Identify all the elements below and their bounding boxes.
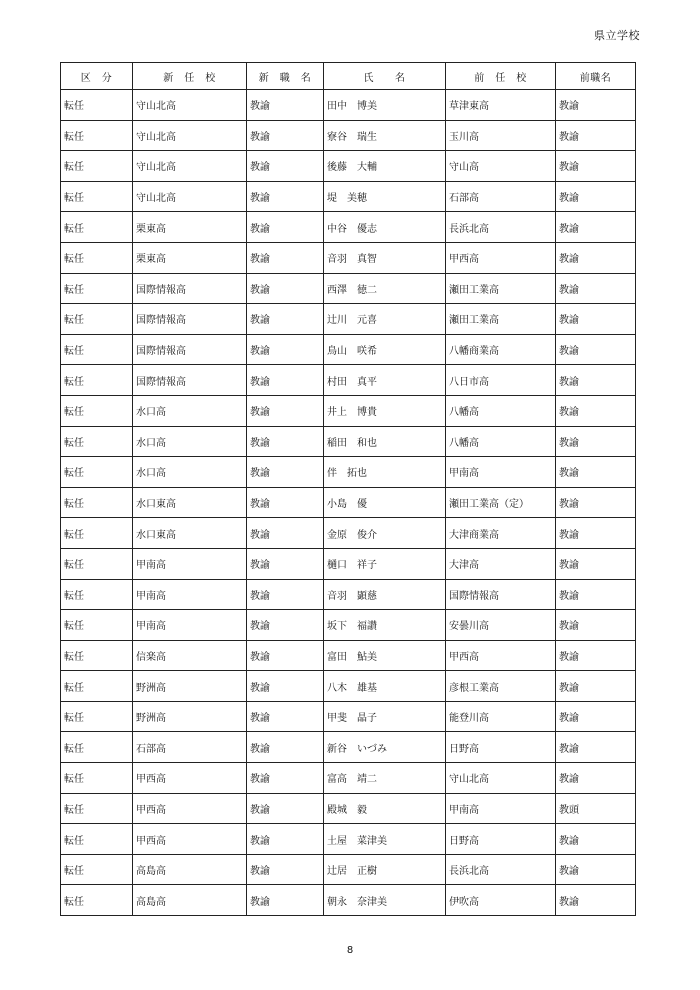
cell-category: 転任 xyxy=(61,120,133,151)
cell-category: 転任 xyxy=(61,151,133,182)
cell-previous-position: 教諭 xyxy=(556,304,636,335)
cell-previous-position: 教諭 xyxy=(556,487,636,518)
cell-category: 転任 xyxy=(61,273,133,304)
table-row xyxy=(61,579,636,610)
cell-name: 新谷 いづみ xyxy=(324,732,446,763)
cell-previous-school: 甲西高 xyxy=(446,242,556,273)
cell-new-school: 水口高 xyxy=(133,395,247,426)
cell-previous-position: 教諭 xyxy=(556,273,636,304)
cell-category: 転任 xyxy=(61,885,133,916)
cell-previous-school: 安曇川高 xyxy=(446,610,556,641)
cell-new-position: 教諭 xyxy=(247,120,324,151)
cell-previous-position: 教諭 xyxy=(556,610,636,641)
cell-name: 堤 美穂 xyxy=(324,181,446,212)
cell-name: 寮谷 瑞生 xyxy=(324,120,446,151)
cell-previous-school: 八幡商業高 xyxy=(446,334,556,365)
cell-new-position: 教諭 xyxy=(247,457,324,488)
cell-previous-school: 石部高 xyxy=(446,181,556,212)
cell-previous-position: 教頭 xyxy=(556,793,636,824)
cell-previous-school: 大津商業高 xyxy=(446,518,556,549)
cell-category: 転任 xyxy=(61,457,133,488)
cell-name: 富高 靖二 xyxy=(324,763,446,794)
table-row xyxy=(61,120,636,151)
cell-previous-position: 教諭 xyxy=(556,212,636,243)
cell-name: 辻川 元喜 xyxy=(324,304,446,335)
cell-previous-school: 長浜北高 xyxy=(446,212,556,243)
cell-new-position: 教諭 xyxy=(247,610,324,641)
cell-name: 伴 拓也 xyxy=(324,457,446,488)
cell-new-position: 教諭 xyxy=(247,701,324,732)
cell-category: 転任 xyxy=(61,242,133,273)
cell-category: 転任 xyxy=(61,701,133,732)
cell-category: 転任 xyxy=(61,212,133,243)
cell-new-school: 国際情報高 xyxy=(133,365,247,396)
cell-new-position: 教諭 xyxy=(247,273,324,304)
cell-previous-school: 能登川高 xyxy=(446,701,556,732)
cell-new-school: 信楽高 xyxy=(133,640,247,671)
cell-previous-position: 教諭 xyxy=(556,90,636,121)
cell-new-position: 教諭 xyxy=(247,579,324,610)
cell-new-position: 教諭 xyxy=(247,395,324,426)
header-previous-position: 前職名 xyxy=(556,63,636,90)
cell-previous-school: 日野高 xyxy=(446,732,556,763)
cell-name: 田中 博美 xyxy=(324,90,446,121)
cell-previous-position: 教諭 xyxy=(556,365,636,396)
table-row xyxy=(61,395,636,426)
header-new-position: 新 職 名 xyxy=(247,63,324,90)
cell-previous-position: 教諭 xyxy=(556,518,636,549)
cell-previous-position: 教諭 xyxy=(556,732,636,763)
personnel-transfer-table xyxy=(60,62,636,916)
cell-category: 転任 xyxy=(61,365,133,396)
cell-previous-school: 伊吹高 xyxy=(446,885,556,916)
table-row xyxy=(61,365,636,396)
cell-previous-position: 教諭 xyxy=(556,151,636,182)
cell-new-school: 国際情報高 xyxy=(133,304,247,335)
cell-category: 転任 xyxy=(61,487,133,518)
table-row xyxy=(61,824,636,855)
cell-name: 井上 博貴 xyxy=(324,395,446,426)
cell-new-position: 教諭 xyxy=(247,90,324,121)
cell-new-position: 教諭 xyxy=(247,365,324,396)
cell-new-school: 野洲高 xyxy=(133,701,247,732)
table-row xyxy=(61,273,636,304)
cell-previous-school: 国際情報高 xyxy=(446,579,556,610)
cell-new-position: 教諭 xyxy=(247,548,324,579)
cell-name: 鳥山 咲希 xyxy=(324,334,446,365)
cell-previous-school: 八幡高 xyxy=(446,426,556,457)
cell-name: 小島 優 xyxy=(324,487,446,518)
cell-previous-school: 大津高 xyxy=(446,548,556,579)
cell-name: 朝永 奈津美 xyxy=(324,885,446,916)
cell-new-school: 守山北高 xyxy=(133,181,247,212)
cell-previous-school: 瀬田工業高 xyxy=(446,273,556,304)
cell-name: 殿城 毅 xyxy=(324,793,446,824)
cell-previous-school: 瀬田工業高（定） xyxy=(446,487,556,518)
cell-previous-school: 甲南高 xyxy=(446,793,556,824)
cell-new-position: 教諭 xyxy=(247,151,324,182)
cell-previous-school: 彦根工業高 xyxy=(446,671,556,702)
cell-previous-school: 甲西高 xyxy=(446,640,556,671)
cell-previous-school: 玉川高 xyxy=(446,120,556,151)
table-row xyxy=(61,885,636,916)
cell-new-school: 国際情報高 xyxy=(133,334,247,365)
cell-previous-school: 日野高 xyxy=(446,824,556,855)
cell-category: 転任 xyxy=(61,395,133,426)
cell-new-school: 守山北高 xyxy=(133,120,247,151)
cell-previous-school: 八日市高 xyxy=(446,365,556,396)
cell-name: 甲斐 晶子 xyxy=(324,701,446,732)
cell-previous-position: 教諭 xyxy=(556,701,636,732)
category-label: 県立学校 xyxy=(594,29,640,42)
cell-category: 転任 xyxy=(61,763,133,794)
cell-new-position: 教諭 xyxy=(247,304,324,335)
cell-previous-school: 甲南高 xyxy=(446,457,556,488)
cell-previous-position: 教諭 xyxy=(556,181,636,212)
cell-new-position: 教諭 xyxy=(247,212,324,243)
table-row xyxy=(61,763,636,794)
cell-category: 転任 xyxy=(61,426,133,457)
cell-name: 中谷 優志 xyxy=(324,212,446,243)
cell-category: 転任 xyxy=(61,610,133,641)
table-row xyxy=(61,671,636,702)
cell-new-position: 教諭 xyxy=(247,487,324,518)
cell-previous-position: 教諭 xyxy=(556,885,636,916)
cell-new-position: 教諭 xyxy=(247,732,324,763)
cell-category: 転任 xyxy=(61,793,133,824)
cell-name: 辻居 正樹 xyxy=(324,854,446,885)
table-row xyxy=(61,334,636,365)
cell-previous-position: 教諭 xyxy=(556,395,636,426)
table-row xyxy=(61,457,636,488)
cell-category: 転任 xyxy=(61,640,133,671)
cell-new-school: 水口東高 xyxy=(133,518,247,549)
cell-new-position: 教諭 xyxy=(247,426,324,457)
table-row xyxy=(61,548,636,579)
cell-new-position: 教諭 xyxy=(247,242,324,273)
cell-name: 八木 雄基 xyxy=(324,671,446,702)
cell-new-school: 守山北高 xyxy=(133,151,247,182)
cell-new-school: 石部高 xyxy=(133,732,247,763)
table-row xyxy=(61,426,636,457)
table-row xyxy=(61,212,636,243)
cell-new-school: 栗東高 xyxy=(133,242,247,273)
table-row xyxy=(61,640,636,671)
cell-previous-position: 教諭 xyxy=(556,120,636,151)
cell-previous-position: 教諭 xyxy=(556,242,636,273)
cell-previous-school: 八幡高 xyxy=(446,395,556,426)
cell-new-position: 教諭 xyxy=(247,518,324,549)
cell-name: 土屋 菜津美 xyxy=(324,824,446,855)
table-row xyxy=(61,90,636,121)
table-row xyxy=(61,610,636,641)
cell-name: 音羽 顕慈 xyxy=(324,579,446,610)
cell-name: 樋口 祥子 xyxy=(324,548,446,579)
cell-name: 西澤 徳二 xyxy=(324,273,446,304)
cell-new-position: 教諭 xyxy=(247,763,324,794)
cell-new-school: 甲西高 xyxy=(133,824,247,855)
page-number: 8 xyxy=(346,945,354,956)
cell-new-position: 教諭 xyxy=(247,793,324,824)
cell-new-position: 教諭 xyxy=(247,824,324,855)
cell-new-school: 甲南高 xyxy=(133,610,247,641)
cell-previous-position: 教諭 xyxy=(556,579,636,610)
cell-new-school: 国際情報高 xyxy=(133,273,247,304)
cell-previous-position: 教諭 xyxy=(556,854,636,885)
cell-new-position: 教諭 xyxy=(247,181,324,212)
cell-category: 転任 xyxy=(61,732,133,763)
cell-new-school: 水口東高 xyxy=(133,487,247,518)
table-row xyxy=(61,487,636,518)
cell-name: 稲田 和也 xyxy=(324,426,446,457)
cell-previous-position: 教諭 xyxy=(556,824,636,855)
cell-new-school: 守山北高 xyxy=(133,90,247,121)
cell-previous-school: 守山北高 xyxy=(446,763,556,794)
cell-new-school: 甲南高 xyxy=(133,548,247,579)
table-row xyxy=(61,701,636,732)
table-row xyxy=(61,151,636,182)
cell-name: 坂下 福讃 xyxy=(324,610,446,641)
cell-category: 転任 xyxy=(61,181,133,212)
cell-new-school: 野洲高 xyxy=(133,671,247,702)
cell-previous-position: 教諭 xyxy=(556,763,636,794)
cell-category: 転任 xyxy=(61,334,133,365)
header-new-school: 新 任 校 xyxy=(133,63,247,90)
cell-category: 転任 xyxy=(61,304,133,335)
cell-new-school: 水口高 xyxy=(133,426,247,457)
header-name: 氏 名 xyxy=(324,63,446,90)
cell-new-position: 教諭 xyxy=(247,671,324,702)
header-row xyxy=(61,63,636,90)
cell-new-position: 教諭 xyxy=(247,334,324,365)
cell-category: 転任 xyxy=(61,579,133,610)
cell-previous-position: 教諭 xyxy=(556,457,636,488)
table-row xyxy=(61,732,636,763)
cell-new-position: 教諭 xyxy=(247,885,324,916)
table-row xyxy=(61,793,636,824)
cell-previous-position: 教諭 xyxy=(556,671,636,702)
cell-previous-school: 瀬田工業高 xyxy=(446,304,556,335)
table-row xyxy=(61,304,636,335)
cell-previous-school: 長浜北高 xyxy=(446,854,556,885)
cell-name: 村田 真平 xyxy=(324,365,446,396)
cell-previous-position: 教諭 xyxy=(556,426,636,457)
cell-new-position: 教諭 xyxy=(247,640,324,671)
cell-category: 転任 xyxy=(61,671,133,702)
cell-previous-position: 教諭 xyxy=(556,548,636,579)
cell-new-school: 栗東高 xyxy=(133,212,247,243)
cell-name: 富田 鮎美 xyxy=(324,640,446,671)
table-body xyxy=(61,90,636,916)
cell-previous-school: 草津東高 xyxy=(446,90,556,121)
table-row xyxy=(61,518,636,549)
cell-name: 音羽 真智 xyxy=(324,242,446,273)
cell-category: 転任 xyxy=(61,518,133,549)
table-row xyxy=(61,854,636,885)
table-row xyxy=(61,242,636,273)
cell-category: 転任 xyxy=(61,90,133,121)
header-previous-school: 前 任 校 xyxy=(446,63,556,90)
table-header xyxy=(61,63,636,90)
cell-new-school: 甲南高 xyxy=(133,579,247,610)
cell-new-position: 教諭 xyxy=(247,854,324,885)
cell-category: 転任 xyxy=(61,548,133,579)
cell-category: 転任 xyxy=(61,854,133,885)
cell-name: 後藤 大輔 xyxy=(324,151,446,182)
header-category: 区 分 xyxy=(61,63,133,90)
cell-previous-school: 守山高 xyxy=(446,151,556,182)
cell-new-school: 甲西高 xyxy=(133,793,247,824)
cell-name: 金原 俊介 xyxy=(324,518,446,549)
cell-new-school: 高島高 xyxy=(133,854,247,885)
cell-previous-position: 教諭 xyxy=(556,640,636,671)
cell-new-school: 高島高 xyxy=(133,885,247,916)
cell-category: 転任 xyxy=(61,824,133,855)
table-row xyxy=(61,181,636,212)
cell-new-school: 甲西高 xyxy=(133,763,247,794)
cell-new-school: 水口高 xyxy=(133,457,247,488)
cell-previous-position: 教諭 xyxy=(556,334,636,365)
